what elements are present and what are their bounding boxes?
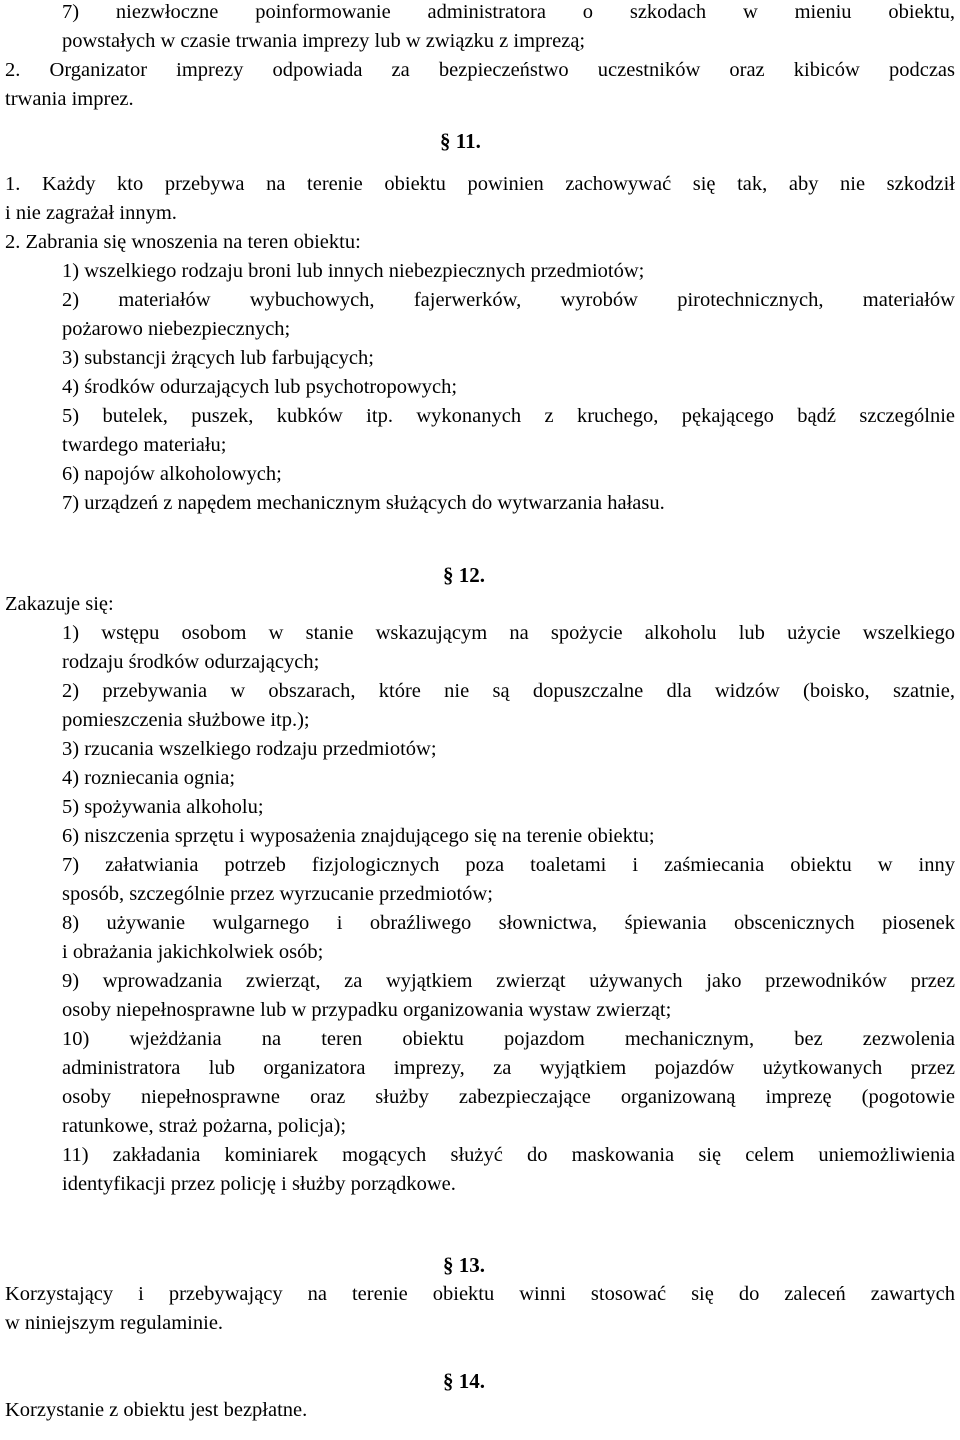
text-line: i obrażania jakichkolwiek osób;	[62, 941, 324, 963]
text-line: 7) urządzeń z napędem mechanicznym służących do wytwarzania hałasu.	[62, 492, 665, 514]
text-line: 10) wjeżdżania na teren obiektu pojazdom mechanicznym, bez zezwolenia	[62, 1028, 955, 1050]
text-line: w niniejszym regulaminie.	[5, 1312, 224, 1334]
text-line: sposób, szczególnie przez wyrzucanie przedmiotów;	[62, 883, 493, 905]
text-line: 2) materiałów wybuchowych, fajerwerków, wyrobów pirotechnicznych, materiałów	[62, 289, 955, 311]
text-line: 3) substancji żrących lub farbujących;	[62, 347, 374, 369]
text-line: osoby niepełnosprawne lub w przypadku organizowania wystaw zwierząt;	[62, 999, 672, 1021]
text-line: ratunkowe, straż pożarna, policja);	[62, 1115, 347, 1137]
section-heading: § 11.	[440, 129, 481, 153]
text-line: 2. Organizator imprezy odpowiada za bezpieczeństwo uczestników oraz kibiców podczas	[5, 59, 955, 81]
text-line: 1) wszelkiego rodzaju broni lub innych niebezpiecznych przedmiotów;	[62, 260, 645, 282]
text-line: 1. Każdy kto przebywa na terenie obiektu powinien zachowywać się tak, aby nie szkodził	[5, 173, 955, 195]
text-line: 4) rozniecania ognia;	[62, 767, 236, 789]
section-heading: § 13.	[443, 1253, 485, 1277]
section-heading: § 12.	[443, 563, 485, 587]
text-line: 7) załatwiania potrzeb fizjologicznych poza toaletami i zaśmiecania obiektu w inny	[62, 854, 955, 876]
text-line: trwania imprez.	[5, 88, 134, 110]
section-heading: § 14.	[443, 1369, 485, 1393]
text-line: 1) wstępu osobom w stanie wskazującym na spożycie alkoholu lub użycie wszelkiego	[62, 622, 955, 644]
text-line: 3) rzucania wszelkiego rodzaju przedmiotów;	[62, 738, 437, 760]
text-line: 2) przebywania w obszarach, które nie są dopuszczalne dla widzów (boisko, szatnie,	[62, 680, 955, 702]
text-line: 5) spożywania alkoholu;	[62, 796, 264, 818]
text-line: 6) napojów alkoholowych;	[62, 463, 282, 485]
text-line: administratora lub organizatora imprezy, za wyjątkiem pojazdów użytkowanych przez	[62, 1057, 955, 1079]
text-line: 4) środków odurzających lub psychotropowych;	[62, 376, 458, 398]
text-line: 9) wprowadzania zwierząt, za wyjątkiem zwierząt używanych jako przewodników przez	[62, 970, 955, 992]
text-line: i nie zagrażał innym.	[5, 202, 177, 224]
text-line: powstałych w czasie trwania imprezy lub w związku z imprezą;	[62, 30, 586, 52]
text-line: pomieszczenia służbowe itp.);	[62, 709, 310, 731]
text-line: twardego materiału;	[62, 434, 227, 456]
text-line: pożarowo niebezpiecznych;	[62, 318, 291, 340]
text-line: 7) niezwłoczne poinformowanie administratora o szkodach w mieniu obiektu,	[62, 1, 955, 23]
text-line: Zakazuje się:	[5, 593, 114, 615]
text-line: identyfikacji przez policję i służby porządkowe.	[62, 1173, 456, 1195]
text-line: Korzystanie z obiektu jest bezpłatne.	[5, 1399, 308, 1421]
text-line: osoby niepełnosprawne oraz służby zabezpieczające organizowaną imprezę (pogotowie	[62, 1086, 955, 1108]
text-line: 8) używanie wulgarnego i obraźliwego słownictwa, śpiewania obscenicznych piosenek	[62, 912, 955, 934]
text-line: 5) butelek, puszek, kubków itp. wykonanych z kruchego, pękającego bądź szczególnie	[62, 405, 955, 427]
text-line: Korzystający i przebywający na terenie obiektu winni stosować się do zaleceń zawartych	[5, 1283, 955, 1305]
text-line: 2. Zabrania się wnoszenia na teren obiektu:	[5, 231, 361, 253]
text-line: 6) niszczenia sprzętu i wyposażenia znajdującego się na terenie obiektu;	[62, 825, 655, 847]
text-line: rodzaju środków odurzających;	[62, 651, 320, 673]
text-line: 11) zakładania kominiarek mogących służyć do maskowania się celem uniemożliwienia	[62, 1144, 955, 1166]
